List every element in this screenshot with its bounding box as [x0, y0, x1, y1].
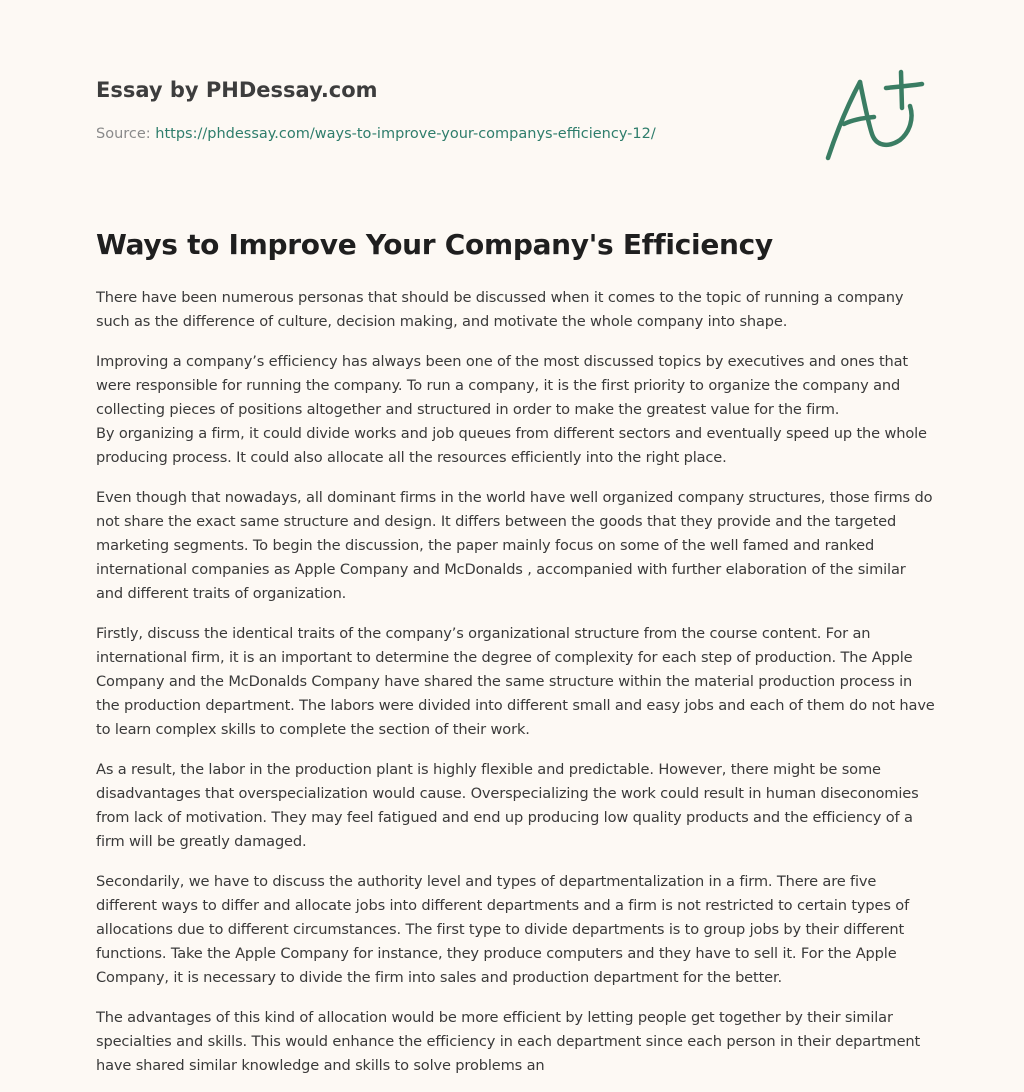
- site-title: Essay by PHDessay.com: [96, 78, 378, 102]
- essay-paragraph-6: As a result, the labor in the production plant is highly flexible and predictable. However, there might be some disadvantages that overspecialization would cause. Overspecializing the work could result in human diseconomies from lack of motivation. They may feel fatigued and end up producing low quality products and the efficiency of a firm will be greatly damaged.: [96, 761, 919, 850]
- essay-paragraph-1: There have been numerous personas that should be discussed when it comes to the topic of running a company such as the difference of culture, decision making, and motivate the whole company into shape.: [96, 289, 904, 330]
- essay-paragraph-8: The advantages of this kind of allocation would be more efficient by letting people get together by their similar specialties and skills. This would enhance the efficiency in each department since each person in their department have shared similar knowledge and skills to solve problems an: [96, 1009, 921, 1074]
- essay-paragraph-3: By organizing a firm, it could divide works and job queues from different sectors and eventually speed up the whole producing process. It could also allocate all the resources efficiently into the right place.: [96, 425, 927, 466]
- essay-paragraph-2: Improving a company’s efficiency has always been one of the most discussed topics by executives and ones that were responsible for running the company. To run a company, it is the first priority to organize the company and collecting pieces of positions altogether and structured in order to make the greatest value for the firm.: [96, 353, 909, 418]
- source-label: Source:: [96, 126, 156, 142]
- essay-paragraph-5: Firstly, discuss the identical traits of the company’s organizational structure from the course content. For an international firm, it is an important to determine the degree of complexity for each step of production. The Apple Company and the McDonalds Company have shared the same structure within the material production process in the production department. The labors were divided into different small and easy jobs and each of them do not have to learn complex skills to complete the section of their work.: [96, 625, 935, 738]
- essay-paragraph-4: Even though that nowadays, all dominant firms in the world have well organized company structures, those firms do not share the exact same structure and design. It differs between the goods that they provide and the targeted marketing segments. To begin the discussion, the paper mainly focus on some of the well famed and ranked international companies as Apple Company and McDonalds , accompanied with further elaboration of the similar and different traits of organization.: [96, 489, 933, 602]
- page-header: [96, 76, 796, 144]
- source-link[interactable]: https://phdessay.com/ways-to-improve-your-companys-efficiency-12/: [155, 126, 656, 142]
- essay-body: [96, 286, 936, 1076]
- essay-paragraph-7: Secondarily, we have to discuss the authority level and types of departmentalization in a firm. There are five different ways to differ and allocate jobs into different departments and a firm is not restricted to certain types of allocations due to different circumstances. The first type to divide departments is to group jobs by their different functions. Take the Apple Company for instance, they produce computers and they have to sell it. For the Apple Company, it is necessary to divide the firm into sales and production department for the better.: [96, 873, 910, 986]
- essay-title: Ways to Improve Your Company's Efficiency: [96, 228, 773, 261]
- a-plus-logo-icon: [822, 68, 932, 168]
- source-line: [96, 124, 796, 144]
